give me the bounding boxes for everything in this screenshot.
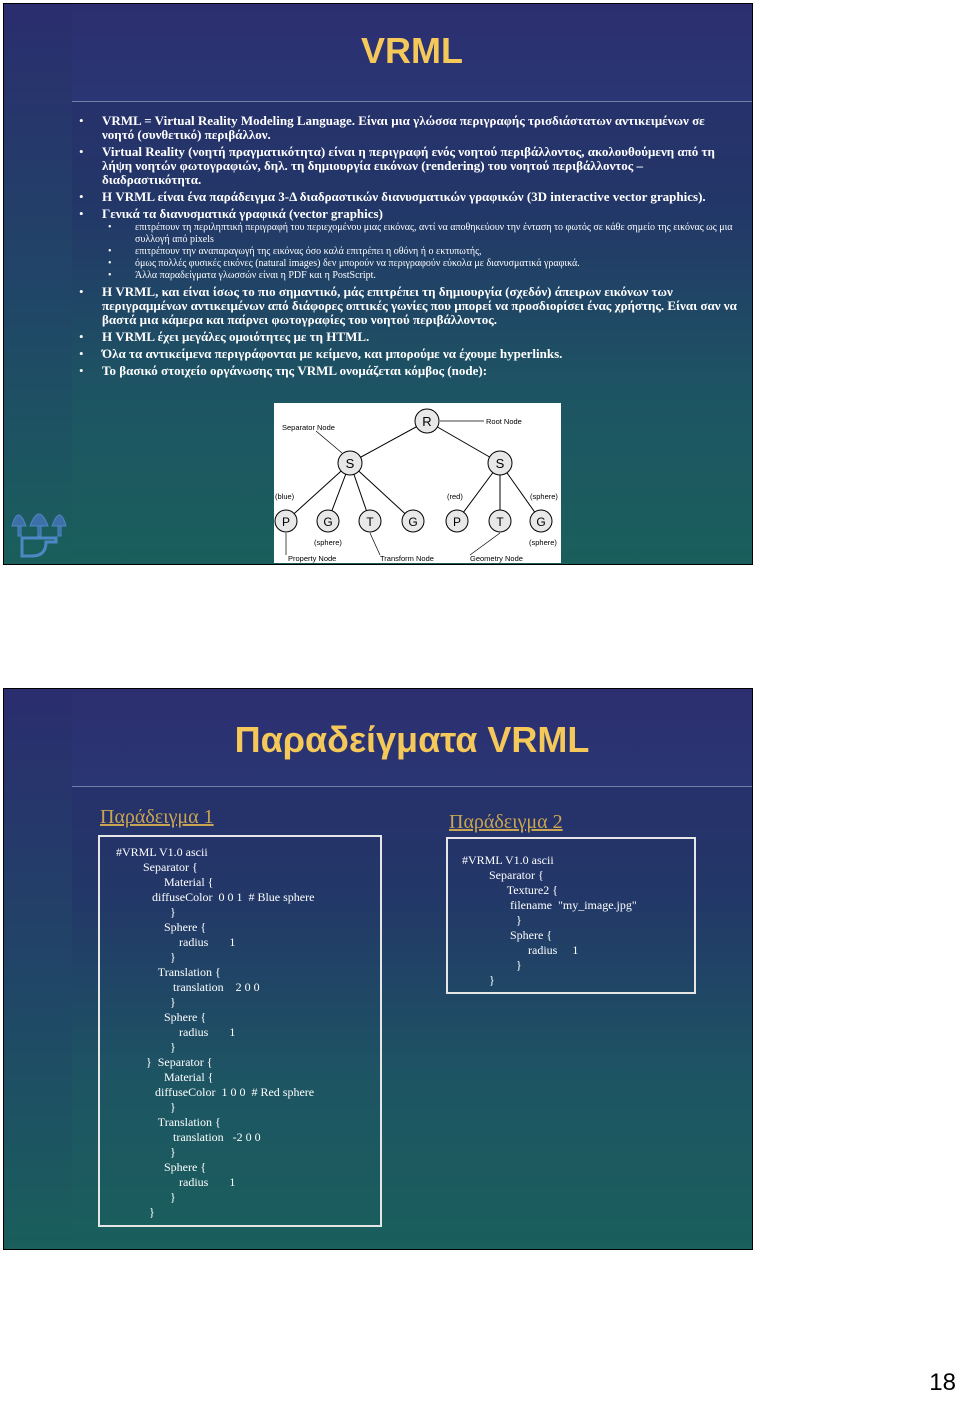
separator-node-label: Separator Node (282, 423, 335, 432)
leaf-node (275, 510, 297, 532)
university-logo (8, 502, 70, 560)
blue-label: (blue) (275, 492, 295, 501)
bullet-list (74, 114, 738, 381)
separator-node (338, 451, 362, 475)
svg-text:G: G (408, 515, 418, 529)
leaf-node (530, 510, 552, 532)
bullet-item: • Η VRML έχει μεγάλες ομοιότητες με τη HTML. (74, 330, 738, 344)
example-1-title: Παράδειγμα 1 (100, 806, 214, 828)
leaf-node (446, 510, 468, 532)
bullet-item: • Virtual Reality (νοητή πραγματικότητα) είναι η περιγραφή ενός νοητού περιβάλλοντος, ακολουθούμενη από τη λήψη νοητών φωτογραφιών, δηλ. τη δημιουργία εικόνων (rendering) του νοητού περιβάλλοντος – διαδραστικότητα. (74, 145, 738, 187)
sub-bullet-item: • επιτρέπουν τη περιληπτική περιγραφή του περιεχομένου μιας εικόνας, αντί να αποθηκεύουν την ένταση το φωτός σε κάθε σημείο της εικόνας ως μια συλλογή από pixels (102, 222, 738, 246)
leaf-node (359, 510, 381, 532)
sub-bullet-item: • επιτρέπουν την αναπαραγωγή της εικόνας όσο καλά επιτρέπει η οθόνη ή ο εκτυπωτής, (102, 246, 738, 258)
example-2-code: #VRML V1.0 ascii Separator { Texture2 { filename "my_image.jpg" } Sphere { radius 1 } } (446, 837, 696, 994)
page-number: 18 (929, 1369, 956, 1396)
svg-text:S: S (345, 456, 355, 471)
svg-text:S: S (495, 456, 505, 471)
slide-title: Παραδείγματα VRML (234, 719, 590, 760)
separator-node (488, 451, 512, 475)
bullet-item: • Η VRML, και είναι ίσως το πιο σημαντικό, μάς επιτρέπει τη δημιουργία (σχεδόν) άπειρων εικόνων των περιγραμμένων αντικειμένων από διάφορες οπτικές γωνίες που μπορεί να προσδιορίσει ένας χρήστης. Είναι σαν να βαστά μια κάμερα και παίρνει φωτογραφίες του νοητού περιβάλλοντος. (74, 285, 738, 327)
example-1-code: #VRML V1.0 ascii Separator { Material { diffuseColor 0 0 1 # Blue sphere } Sphere { radius 1 } Translation { translation 2 0 0 } Sphere { radius 1 } } Separator { Material { diffuseColor 1 0 0 # Red sphere } Translation { translation -2 0 0 } Sphere { radius 1 } } (98, 835, 382, 1227)
sub-bullet-item: • Άλλα παραδείγματα γλωσσών είναι η PDF και η PostScript. (102, 270, 738, 282)
slide-vrml (3, 3, 753, 565)
svg-text:P: P (452, 515, 462, 529)
svg-text:G: G (536, 515, 546, 529)
university-logo (8, 1187, 70, 1245)
geometry-node-label: Geometry Node (470, 554, 523, 563)
left-band (4, 4, 72, 564)
property-node-label: Property Node (288, 554, 337, 563)
svg-text:G: G (323, 515, 333, 529)
slide-examples (3, 688, 753, 1250)
bullet-item: • Γενικά τα διανυσματικά γραφικά (vector graphics) • επιτρέπουν τη περιληπτική περιγραφή του περιεχομένου μιας εικόνας, αντί να αποθηκεύουν την ένταση το φωτός σε κάθε σημείο της εικόνας ως μια συλλογή από pixels • επιτρέπουν την αναπαραγωγή της εικόνας όσο καλά επιτρέπει η οθόνη ή ο εκτυπωτής, • όμως πολλές φυσικές εικόνες (natural images) δεν μπορούν να περιγραφούν εύκολα με διανυσματικά γραφικά. • Άλλα παραδείγματα γλωσσών είναι η PDF και η PostScript. (74, 207, 738, 282)
example-2-title: Παράδειγμα 2 (449, 811, 563, 833)
svg-text:T: T (496, 515, 504, 529)
red-label: (red) (447, 492, 463, 501)
sphere-label: (sphere) (530, 492, 558, 501)
leaf-node (317, 510, 339, 532)
svg-text:T: T (366, 515, 374, 529)
leaf-node (402, 510, 424, 532)
transform-node-label: Transform Node (380, 554, 434, 563)
slide-title: VRML (361, 30, 463, 71)
sub-bullet-item: • όμως πολλές φυσικές εικόνες (natural images) δεν μπορούν να περιγραφούν εύκολα με διανυσματικά γραφικά. (102, 258, 738, 270)
svg-text:P: P (281, 515, 291, 529)
sphere-label: (sphere) (314, 538, 342, 547)
sub-bullet-list (102, 222, 738, 282)
bullet-item: • Το βασικό στοιχείο οργάνωσης της VRML ονομάζεται κόμβος (node): (74, 364, 738, 378)
bullet-item: • Η VRML είναι ένα παράδειγμα 3-Δ διαδραστικών διανυσματικών γραφικών (3D interactive vector graphics). (74, 190, 738, 204)
root-node (415, 409, 439, 433)
node-tree-diagram (274, 403, 561, 563)
left-band (4, 689, 72, 1249)
bullet-item: • VRML = Virtual Reality Modeling Language. Είναι μια γλώσσα περιγραφής τρισδιάστατων αντικειμένων σε νοητό (συνθετικό) περιβάλλον. (74, 114, 738, 142)
root-node-label: Root Node (486, 417, 522, 426)
bullet-item: • Όλα τα αντικείμενα περιγράφονται με κείμενο, και μπορούμε να έχουμε hyperlinks. (74, 347, 738, 361)
leaf-node (489, 510, 511, 532)
svg-text:R: R (422, 414, 432, 429)
sphere-label: (sphere) (529, 538, 557, 547)
